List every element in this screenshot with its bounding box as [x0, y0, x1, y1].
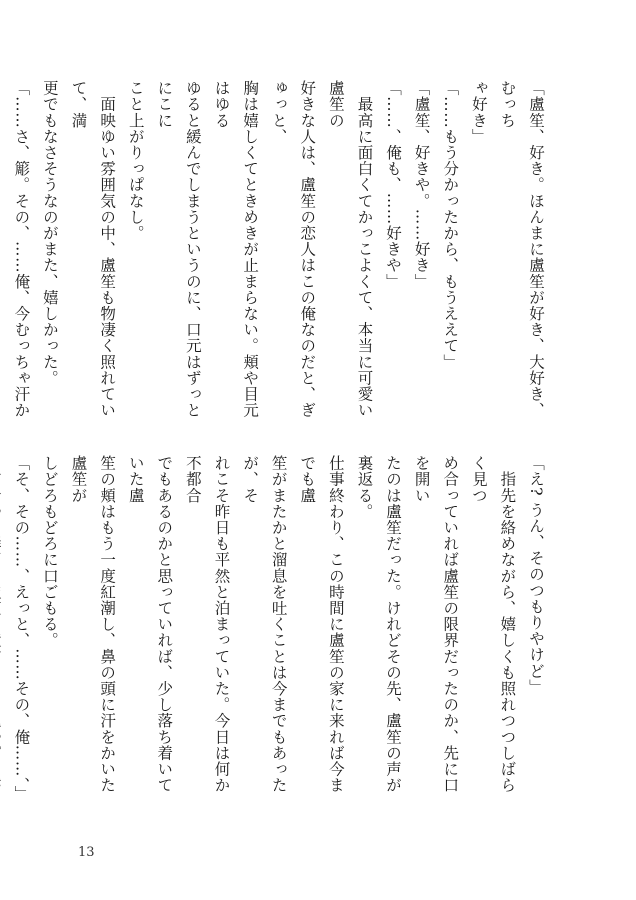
text-line: 指先を絡めながら、嬉しくも照れつつしばらく見つ	[469, 455, 517, 794]
text-line: 「盧笙、好きや。……好き」	[412, 80, 431, 290]
text-line: 笙の頬はもう一度紅潮し、鼻の頭に汗をかいた盧笙が	[69, 455, 117, 794]
text-line: め合っていれば盧笙の限界だったのか、先に口を開い	[412, 455, 460, 794]
text-line: 「……、俺も、……好きや」	[384, 80, 403, 290]
text-line: 「盧笙、好き。ほんまに盧笙が好き、大好き、むっち	[498, 80, 545, 419]
text-line: 「……もう分かったから、もうええて」	[441, 80, 460, 370]
text-line: 仕事終わり、この時間に盧笙の家に来れば今までも盧	[298, 455, 345, 794]
text-line: たのは盧笙だった。けれどその先、盧笙の声が裏返る。	[355, 455, 403, 794]
text-line: 笙がまたかと溜息を吐くことは今までもあったが、そ	[241, 455, 288, 794]
page-number: 13	[78, 845, 95, 860]
text-line: 「……さ、簓。その、……俺、今むっちゃ汗か	[12, 80, 31, 419]
text-line: 面映ゆい雰囲気の中、盧笙も物凄く照れていて、満	[69, 80, 117, 419]
text-line: 最高に面白くてかっこよくて、本当に可愛い盧笙の	[326, 80, 374, 419]
text-line: しどろもどろに口ごもる。	[40, 455, 59, 649]
text-line: 胸は嬉しくてときめきが止まらない。頬や目元はゆる	[212, 80, 260, 419]
text-line	[0, 455, 7, 795]
text-line: ゃ好き」	[469, 80, 488, 145]
text-line: 「え? うん、そのつもりやけど」	[527, 455, 545, 695]
text-line: 更でもなさそうなのがまた、嬉しかった。	[40, 80, 59, 386]
text-line: 「そ、その……、えっと、……その、俺……、」	[12, 455, 31, 802]
text-line: れこそ昨日も平然と泊まっていた。今日は何か不都合	[183, 455, 231, 794]
lower-text-block	[12, 455, 550, 802]
text-line: 好きな人は、盧笙の恋人はこの俺なのだと、ぎゅっと、	[269, 80, 317, 419]
upper-text-block	[12, 80, 550, 420]
text-line: でもあるのかと思っていれば、少し落ち着いていた盧	[126, 455, 174, 794]
text-line: ゆると緩んでしまうというのに、口元はずっとにこに	[155, 80, 202, 419]
text-line: こと上がりっぱなし。	[126, 80, 145, 241]
